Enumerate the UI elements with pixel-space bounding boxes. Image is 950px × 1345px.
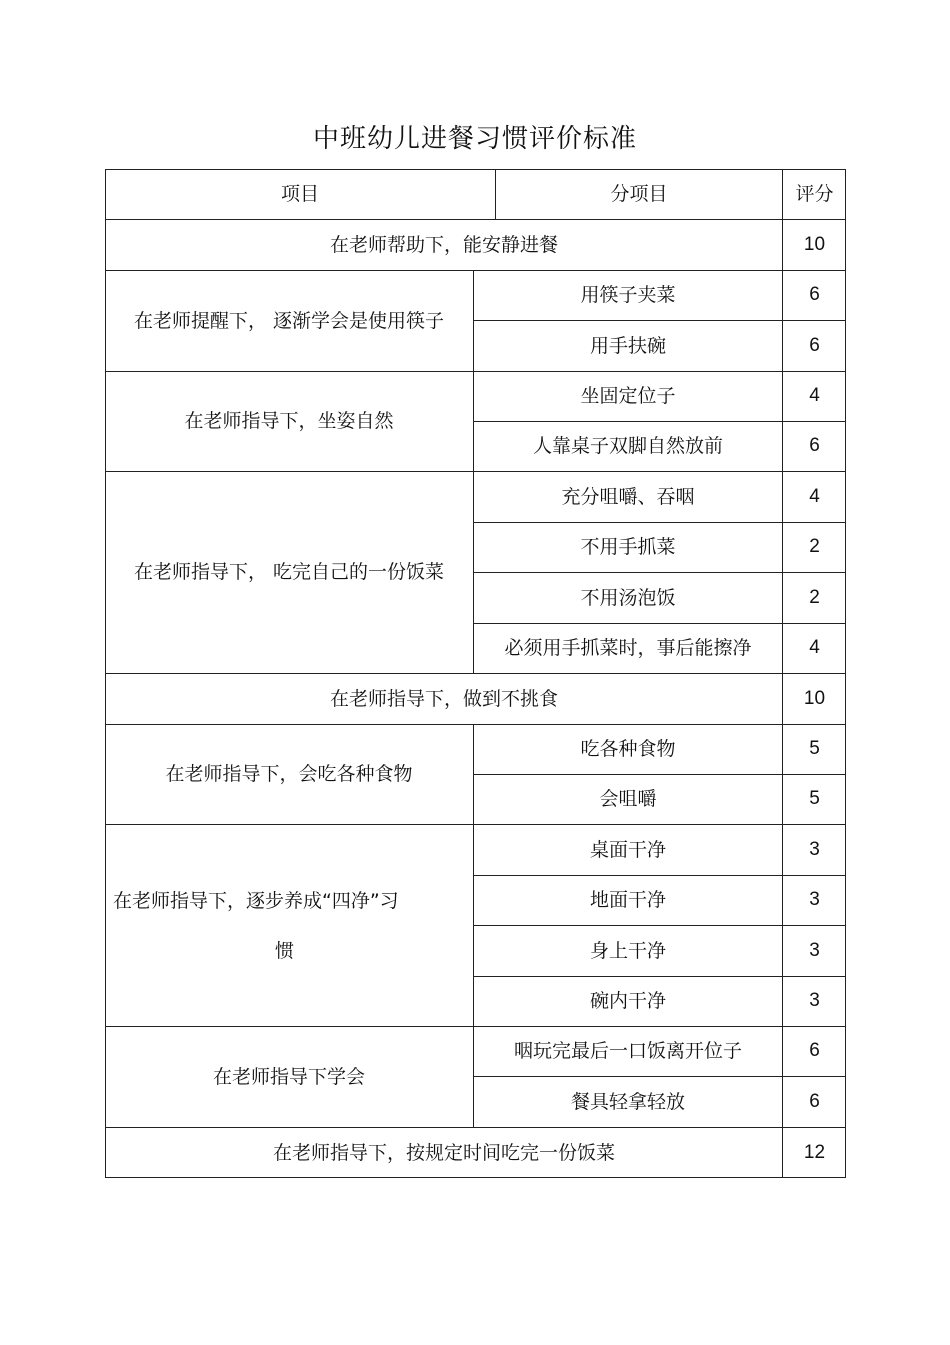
score-cell: 3	[809, 939, 820, 961]
subitem-cell: 会咀嚼	[599, 788, 657, 810]
subitem-cell: 充分咀嚼、吞咽	[561, 485, 695, 508]
subitem-cell: 桌面干净	[589, 838, 666, 861]
header-score: 评分	[795, 183, 834, 205]
item-cell: 在老师指导下学会	[212, 1065, 365, 1088]
score-cell: 2	[809, 586, 820, 608]
subitem-cell: 地面干净	[589, 889, 666, 911]
item-cell: 在老师提醒下， 逐渐学会是使用筷子	[133, 309, 445, 332]
subitem-cell: 坐固定位子	[580, 385, 676, 407]
score-cell: 3	[809, 990, 820, 1011]
subitem-cell: 身上干净	[589, 939, 666, 962]
score-cell: 4	[809, 385, 820, 406]
subitem-cell: 咽玩完最后一口饭离开位子	[513, 1040, 742, 1062]
item-cell: 在老师指导下， 吃完自己的一份饭菜	[133, 561, 445, 583]
item-cell	[105, 824, 473, 1026]
header-item: 项目	[280, 183, 319, 205]
item-cell: 在老师指导下，做到不挑食	[329, 687, 558, 710]
item-cell: 在老师指导下，按规定时间吃完一份饭菜	[272, 1141, 615, 1164]
item-text-line: 惯	[275, 940, 295, 962]
score-cell: 6	[809, 435, 820, 456]
subitem-cell: 碗内干净	[589, 990, 666, 1012]
subitem-cell: 不用汤泡饭	[580, 586, 676, 609]
score-cell: 12	[803, 1141, 826, 1163]
subitem-cell: 不用手抓菜	[580, 536, 676, 558]
subitem-cell: 人靠桌子双脚自然放前	[532, 435, 723, 457]
score-cell: 6	[809, 334, 820, 356]
score-cell: 2	[809, 536, 820, 557]
score-cell: 10	[803, 687, 826, 709]
item-text-line: 在老师指导下，逐步养成“四净”习	[113, 890, 399, 912]
score-cell: 6	[809, 284, 820, 305]
item-cell: 在老师指导下，坐姿自然	[184, 410, 394, 432]
score-cell: 6	[809, 1090, 820, 1112]
subitem-cell: 吃各种食物	[580, 738, 676, 760]
subitem-cell: 用手扶碗	[589, 334, 666, 357]
header-divider	[495, 169, 496, 219]
score-cell: 10	[803, 233, 826, 255]
item-cell: 在老师帮助下，能安静进餐	[329, 233, 558, 256]
score-cell: 6	[809, 1040, 820, 1061]
item-cell: 在老师指导下，会吃各种食物	[165, 763, 413, 785]
score-cell: 3	[809, 838, 820, 860]
score-cell: 5	[809, 738, 820, 759]
score-cell: 4	[809, 637, 820, 658]
page-title: 中班幼儿进餐习惯评价标准	[312, 124, 637, 154]
score-cell: 5	[809, 788, 820, 809]
score-cell: 3	[809, 889, 820, 910]
header-subitem: 分项目	[610, 183, 668, 205]
subitem-cell: 餐具轻拿轻放	[570, 1090, 685, 1113]
score-cell: 4	[809, 485, 820, 507]
subitem-cell: 用筷子夹菜	[580, 284, 676, 306]
subitem-cell: 必须用手抓菜时，事后能擦净	[504, 637, 752, 659]
